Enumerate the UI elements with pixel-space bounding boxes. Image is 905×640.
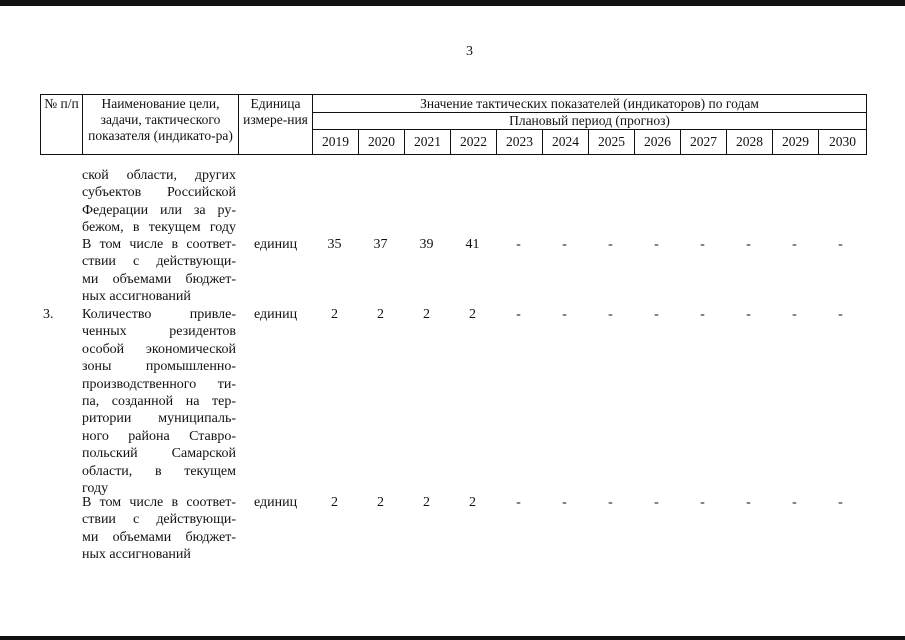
value-cell: - bbox=[654, 495, 659, 510]
value-cell: - bbox=[700, 495, 705, 510]
text-line: польский Самарской bbox=[82, 446, 236, 462]
header-year: 2024 bbox=[543, 130, 589, 155]
text-line: особой экономической bbox=[82, 341, 236, 357]
value-cell: 39 bbox=[419, 237, 434, 252]
unit-cell: единиц bbox=[254, 237, 298, 252]
page-number: 3 bbox=[466, 44, 473, 59]
value-cell: 2 bbox=[331, 307, 338, 322]
header-year: 2026 bbox=[635, 130, 681, 155]
text-line: ствии с действующи- bbox=[82, 512, 236, 528]
row-indicator-text bbox=[82, 306, 236, 497]
text-line: ритории муниципаль- bbox=[82, 411, 236, 427]
header-year: 2022 bbox=[451, 130, 497, 155]
header-name-col: Наименование цели, задачи, тактического показателя (индикато-ра) bbox=[83, 95, 239, 155]
text-line: бежом, в текущем году bbox=[82, 220, 236, 236]
value-cell: - bbox=[608, 307, 613, 322]
text-line: ми объемами бюджет- bbox=[82, 271, 236, 287]
value-cell: - bbox=[838, 495, 843, 510]
row-budget-text bbox=[82, 236, 236, 306]
header-year: 2028 bbox=[727, 130, 773, 155]
value-cell: - bbox=[608, 237, 613, 252]
value-cell: 2 bbox=[331, 495, 338, 510]
value-cell: - bbox=[516, 307, 521, 322]
value-cell: - bbox=[562, 237, 567, 252]
text-line: Федерации или за ру- bbox=[82, 202, 236, 218]
value-cell: 41 bbox=[465, 237, 480, 252]
value-cell: - bbox=[700, 307, 705, 322]
header-unit-col: Единица измере-ния bbox=[239, 95, 313, 155]
value-cell: - bbox=[608, 495, 613, 510]
value-cell: 2 bbox=[469, 495, 476, 510]
value-cell: 35 bbox=[327, 237, 342, 252]
value-cell: 2 bbox=[423, 307, 430, 322]
unit-cell: единиц bbox=[254, 307, 298, 322]
value-cell: - bbox=[746, 237, 751, 252]
text-line: зоны промышленно- bbox=[82, 359, 236, 375]
value-cell: - bbox=[654, 307, 659, 322]
value-cell: 2 bbox=[377, 495, 384, 510]
text-line: ных ассигнований bbox=[82, 289, 191, 305]
text-line: Количество привле- bbox=[82, 307, 236, 322]
value-cell: - bbox=[562, 307, 567, 322]
header-year: 2020 bbox=[359, 130, 405, 155]
value-cell: - bbox=[700, 237, 705, 252]
value-cell: - bbox=[562, 495, 567, 510]
value-cell: - bbox=[516, 495, 521, 510]
table-header bbox=[40, 94, 867, 155]
text-line: ской области, других bbox=[82, 168, 236, 183]
header-year: 2029 bbox=[773, 130, 819, 155]
text-line: производственного ти- bbox=[82, 376, 236, 392]
scan-top-border bbox=[0, 0, 905, 6]
value-cell: - bbox=[516, 237, 521, 252]
value-cell: 2 bbox=[469, 307, 476, 322]
value-cell: - bbox=[654, 237, 659, 252]
value-cell: - bbox=[838, 237, 843, 252]
header-year: 2030 bbox=[819, 130, 867, 155]
header-year: 2021 bbox=[405, 130, 451, 155]
value-cell: - bbox=[792, 237, 797, 252]
row-number: 3. bbox=[43, 307, 54, 322]
text-line: субъектов Российской bbox=[82, 185, 236, 201]
text-line: области, в текущем bbox=[82, 463, 236, 479]
text-line: В том числе в соответ- bbox=[82, 495, 236, 510]
value-cell: - bbox=[838, 307, 843, 322]
text-line: году bbox=[82, 481, 109, 497]
text-line: ченных резидентов bbox=[82, 324, 236, 340]
header-values-group: Значение тактических показателей (индикаторов) по годам bbox=[313, 95, 867, 113]
value-cell: - bbox=[792, 307, 797, 322]
text-line: ствии с действующи- bbox=[82, 254, 236, 270]
value-cell: 2 bbox=[377, 307, 384, 322]
text-line: ных ассигнований bbox=[82, 547, 191, 563]
row-budget-text bbox=[82, 494, 236, 564]
value-cell: - bbox=[746, 495, 751, 510]
header-planned-period: Плановый период (прогноз) bbox=[313, 113, 867, 130]
text-line: В том числе в соответ- bbox=[82, 237, 236, 252]
text-line: ного района Ставро- bbox=[82, 428, 236, 444]
text-line: ми объемами бюджет- bbox=[82, 529, 236, 545]
header-year: 2027 bbox=[681, 130, 727, 155]
value-cell: 37 bbox=[373, 237, 388, 252]
value-cell: - bbox=[746, 307, 751, 322]
header-year: 2019 bbox=[313, 130, 359, 155]
header-num-col: № п/п bbox=[41, 95, 83, 155]
text-line: па, созданной на тер- bbox=[82, 394, 236, 410]
value-cell: - bbox=[792, 495, 797, 510]
row-continuation-text bbox=[82, 167, 236, 237]
header-year: 2025 bbox=[589, 130, 635, 155]
value-cell: 2 bbox=[423, 495, 430, 510]
scan-bottom-border bbox=[0, 636, 905, 640]
unit-cell: единиц bbox=[254, 495, 298, 510]
header-year: 2023 bbox=[497, 130, 543, 155]
